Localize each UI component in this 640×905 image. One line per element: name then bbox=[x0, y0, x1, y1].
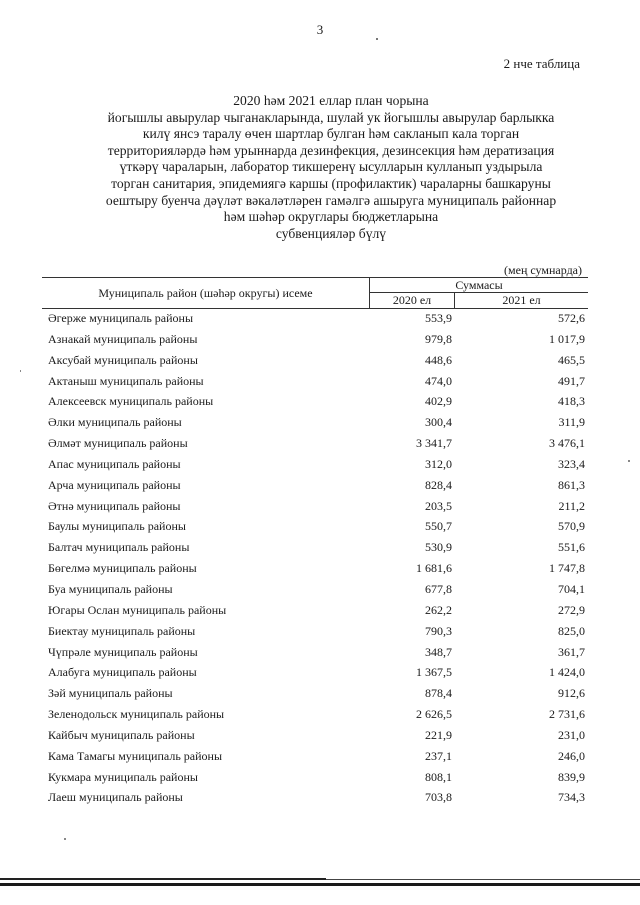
value-2020: 1 681,6 bbox=[416, 561, 452, 576]
value-2020: 553,9 bbox=[425, 311, 452, 325]
table-row bbox=[42, 663, 588, 684]
district-name: Буа муниципаль районы bbox=[48, 581, 173, 596]
scan-border bbox=[0, 878, 326, 880]
value-2021: 825,0 bbox=[558, 623, 585, 638]
value-2021: 572,6 bbox=[558, 311, 585, 325]
district-name: Кама Тамагы муниципаль районы bbox=[48, 748, 223, 763]
value-2021: 272,9 bbox=[558, 602, 585, 617]
title-line: килү янсэ таралу өчен шартлар булган һәм сакланып кала торган bbox=[142, 126, 520, 142]
value-2021: 323,4 bbox=[558, 456, 585, 471]
value-2020: 402,9 bbox=[425, 394, 452, 409]
district-name: Кукмара муниципаль районы bbox=[48, 769, 198, 784]
units-note: (мең сумнарда) bbox=[504, 263, 582, 277]
scan-artifact bbox=[628, 460, 630, 462]
value-2021: 361,7 bbox=[558, 644, 585, 659]
header-name: Муниципаль район (шәһәр округы) исеме bbox=[42, 278, 370, 308]
title-line: территорияләрдә һәм урыннарда дезинфекция, дезинсекция һәм дератизация bbox=[107, 142, 555, 158]
value-2020: 530,9 bbox=[425, 540, 452, 555]
title-line: 2020 һәм 2021 еллар план чорына bbox=[233, 93, 429, 108]
value-2020: 2 626,5 bbox=[416, 707, 452, 722]
table-row bbox=[42, 705, 588, 726]
table-row bbox=[42, 768, 588, 789]
district-name: Аксубай муниципаль районы bbox=[48, 352, 198, 367]
table-row bbox=[42, 372, 588, 393]
table-row bbox=[42, 788, 588, 809]
title-line: һәм шәһәр округлары бюджетларына bbox=[223, 209, 439, 225]
value-2020: 790,3 bbox=[425, 623, 452, 638]
table-row bbox=[42, 622, 588, 643]
value-2021: 734,3 bbox=[558, 790, 585, 805]
table-row bbox=[42, 351, 588, 372]
value-2020: 221,9 bbox=[425, 727, 452, 742]
title-line: торган санитария, эпидемиягә каршы (профилактик) чараларны башкаруны bbox=[111, 175, 551, 191]
table-row bbox=[42, 517, 588, 538]
value-2021: 861,3 bbox=[558, 477, 585, 492]
district-name: Әгерже муниципаль районы bbox=[48, 311, 194, 325]
title-line: үткәрү чараларын, лаборатор тикшеренү ысулларын кулланып уздырыла bbox=[119, 159, 543, 175]
table-row bbox=[42, 559, 588, 580]
district-name: Апас муниципаль районы bbox=[48, 456, 181, 471]
scan-artifact bbox=[64, 838, 66, 840]
value-2020: 828,4 bbox=[425, 477, 452, 492]
title-line: оештыру буенча дәүләт вәкаләтләрен гамәлгә ашыруга муниципаль районнар bbox=[105, 192, 557, 208]
value-2020: 203,5 bbox=[425, 498, 452, 513]
table-body bbox=[42, 309, 588, 809]
table-row bbox=[42, 476, 588, 497]
scan-border bbox=[0, 883, 640, 886]
value-2020: 300,4 bbox=[425, 415, 452, 430]
table-row bbox=[42, 580, 588, 601]
district-name: Балтач муниципаль районы bbox=[48, 540, 190, 555]
table-row bbox=[42, 538, 588, 559]
value-2020: 1 367,5 bbox=[416, 665, 452, 680]
table-row bbox=[42, 726, 588, 747]
value-2020: 677,8 bbox=[425, 581, 452, 596]
table-row bbox=[42, 392, 588, 413]
table-row bbox=[42, 330, 588, 351]
value-2021: 465,5 bbox=[558, 352, 585, 367]
value-2020: 550,7 bbox=[425, 519, 452, 534]
header-sum: Суммасы bbox=[370, 278, 588, 293]
district-name: Арча муниципаль районы bbox=[48, 477, 181, 492]
header-year-2020: 2020 ел bbox=[370, 293, 455, 308]
value-2020: 703,8 bbox=[425, 790, 452, 805]
header-year-2021: 2021 ел bbox=[502, 293, 541, 307]
district-name: Әтнә муниципаль районы bbox=[48, 498, 181, 513]
value-2020: 474,0 bbox=[425, 373, 452, 388]
value-2021: 231,0 bbox=[558, 727, 585, 742]
table-row bbox=[42, 684, 588, 705]
scan-artifact bbox=[20, 370, 21, 372]
value-2020: 348,7 bbox=[425, 644, 452, 659]
value-2021: 1 747,8 bbox=[549, 561, 585, 576]
value-2021: 311,9 bbox=[558, 415, 585, 430]
value-2020: 312,0 bbox=[425, 456, 452, 471]
value-2020: 448,6 bbox=[425, 352, 452, 367]
district-name: Бөгелмә муниципаль районы bbox=[48, 561, 197, 576]
scan-artifact bbox=[376, 38, 378, 40]
table-row bbox=[42, 455, 588, 476]
table-header bbox=[42, 277, 588, 309]
value-2020: 237,1 bbox=[425, 748, 452, 763]
district-name: Лаеш муниципаль районы bbox=[48, 790, 183, 805]
title-line: йогышлы авырулар чыганакларында, шулай ук йогышлы авырулар барлыкка bbox=[107, 109, 555, 125]
district-name: Әлмәт муниципаль районы bbox=[48, 436, 188, 451]
district-name: Кайбыч муниципаль районы bbox=[48, 727, 195, 742]
district-name: Зәй муниципаль районы bbox=[48, 686, 173, 701]
value-2020: 979,8 bbox=[425, 331, 452, 346]
district-name: Әлки муниципаль районы bbox=[48, 415, 182, 430]
table-row bbox=[42, 601, 588, 622]
district-name: Чүпрәле муниципаль районы bbox=[48, 644, 198, 659]
table-row bbox=[42, 309, 588, 330]
district-name: Алабуга муниципаль районы bbox=[48, 665, 197, 680]
value-2020: 808,1 bbox=[425, 769, 452, 784]
table-row bbox=[42, 434, 588, 455]
value-2021: 246,0 bbox=[558, 748, 585, 763]
value-2021: 839,9 bbox=[558, 769, 585, 784]
page-number: 3 bbox=[316, 22, 324, 37]
subvention-table bbox=[42, 277, 588, 809]
table-row bbox=[42, 413, 588, 434]
value-2021: 491,7 bbox=[558, 373, 585, 388]
district-name: Актаныш муниципаль районы bbox=[48, 373, 204, 388]
district-name: Югары Ослан муниципаль районы bbox=[48, 602, 227, 617]
district-name: Азнакай муниципаль районы bbox=[48, 331, 198, 346]
value-2021: 211,2 bbox=[558, 498, 585, 513]
district-name: Зеленодольск муниципаль районы bbox=[48, 707, 225, 722]
table-row bbox=[42, 497, 588, 518]
document-title bbox=[40, 93, 622, 242]
district-name: Биектау муниципаль районы bbox=[48, 623, 196, 638]
value-2021: 570,9 bbox=[558, 519, 585, 534]
value-2021: 704,1 bbox=[558, 581, 585, 596]
table-row bbox=[42, 747, 588, 768]
table-label: 2 нче таблица bbox=[503, 56, 580, 71]
scan-border bbox=[326, 879, 640, 880]
district-name: Алексеевск муниципаль районы bbox=[48, 394, 214, 409]
value-2021: 2 731,6 bbox=[549, 707, 585, 722]
value-2021: 1 017,9 bbox=[549, 331, 585, 346]
value-2021: 1 424,0 bbox=[549, 665, 585, 680]
value-2020: 3 341,7 bbox=[416, 436, 452, 451]
value-2020: 262,2 bbox=[425, 602, 452, 617]
value-2021: 3 476,1 bbox=[549, 436, 585, 451]
value-2020: 878,4 bbox=[425, 686, 452, 701]
title-line: субвенцияләр бүлү bbox=[275, 225, 387, 241]
value-2021: 912,6 bbox=[558, 686, 585, 701]
value-2021: 551,6 bbox=[558, 540, 585, 555]
district-name: Баулы муниципаль районы bbox=[48, 519, 186, 534]
value-2021: 418,3 bbox=[558, 394, 585, 409]
table-row bbox=[42, 643, 588, 664]
